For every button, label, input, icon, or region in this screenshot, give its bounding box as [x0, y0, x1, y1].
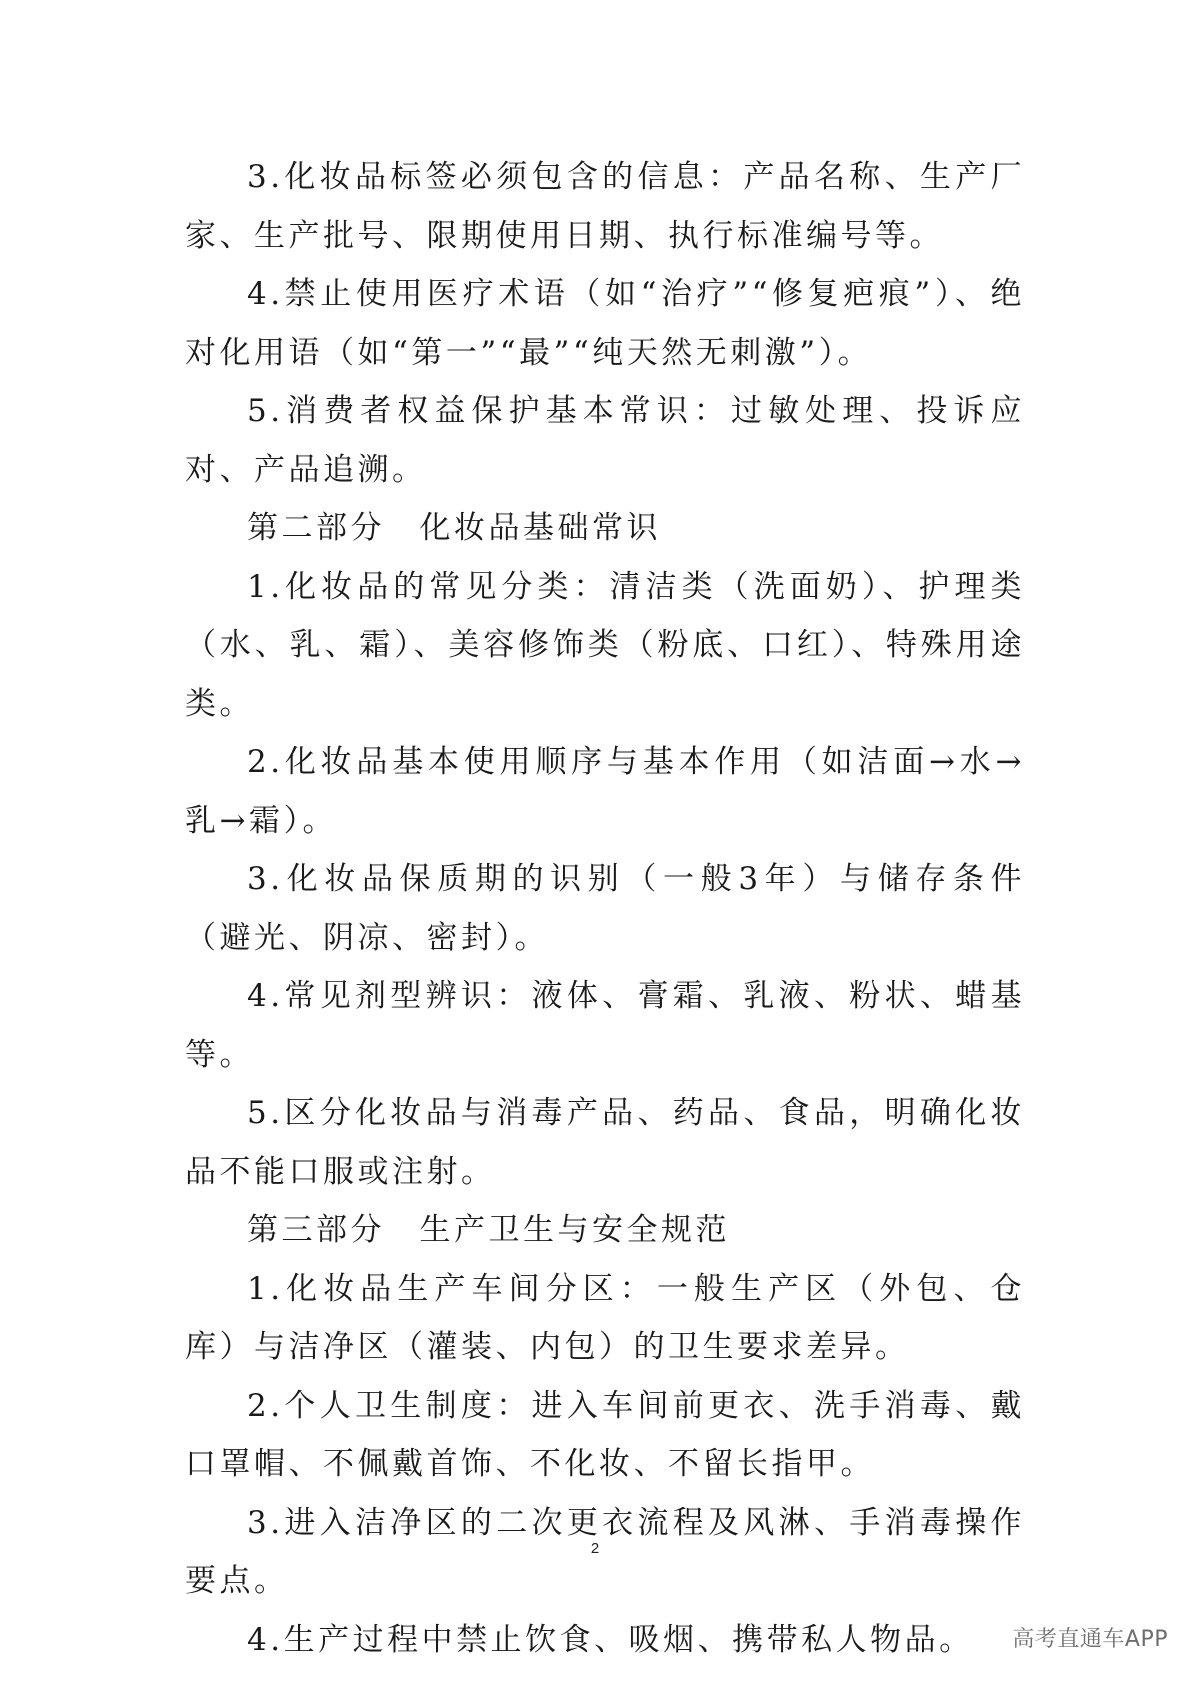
list-item: 1.化妆品的常见分类：清洁类（洗面奶）、护理类（水、乳、霜）、美容修饰类（粉底、口红）、特殊用途类。 — [185, 568, 1025, 722]
list-item: 4.常见剂型辨识：液体、膏霜、乳液、粉状、蜡基等。 — [185, 978, 1025, 1073]
list-item: 4.禁止使用医疗术语（如“治疗”“修复疤痕”）、绝对化用语（如“第一”“最”“纯天然无刺激”）。 — [185, 276, 1025, 371]
list-item: 3.进入洁净区的二次更衣流程及风淋、手消毒操作要点。 — [185, 1504, 1025, 1599]
list-item: 3.化妆品保质期的识别（一般3年）与储存条件（避光、阴凉、密封）。 — [185, 861, 1025, 956]
list-item: 5.消费者权益保护基本常识：过敏处理、投诉应对、产品追溯。 — [185, 393, 1025, 488]
list-item: 3.化妆品标签必须包含的信息：产品名称、生产厂家、生产批号、限期使用日期、执行标准编号等。 — [185, 159, 1025, 254]
list-item: 2.个人卫生制度：进入车间前更衣、洗手消毒、戴口罩帽、不佩戴首饰、不化妆、不留长指甲。 — [185, 1387, 1025, 1482]
watermark: 高考直通车APP — [1012, 1627, 1168, 1652]
list-item: 1.化妆品生产车间分区：一般生产区（外包、仓库）与洁净区（灌装、内包）的卫生要求差异。 — [185, 1270, 1025, 1365]
section-heading: 第二部分 化妆品基础常识 — [247, 510, 661, 546]
list-item: 5.区分化妆品与消毒产品、药品、食品，明确化妆品不能口服或注射。 — [185, 1095, 1025, 1190]
page-number: 2 — [590, 1540, 600, 1557]
section-heading: 第三部分 生产卫生与安全规范 — [247, 1212, 730, 1248]
list-item: 2.化妆品基本使用顺序与基本作用（如洁面→水→乳→霜）。 — [185, 744, 1025, 839]
list-item: 4.生产过程中禁止饮食、吸烟、携带私人物品。 — [247, 1621, 974, 1658]
document-body — [185, 148, 1025, 1669]
